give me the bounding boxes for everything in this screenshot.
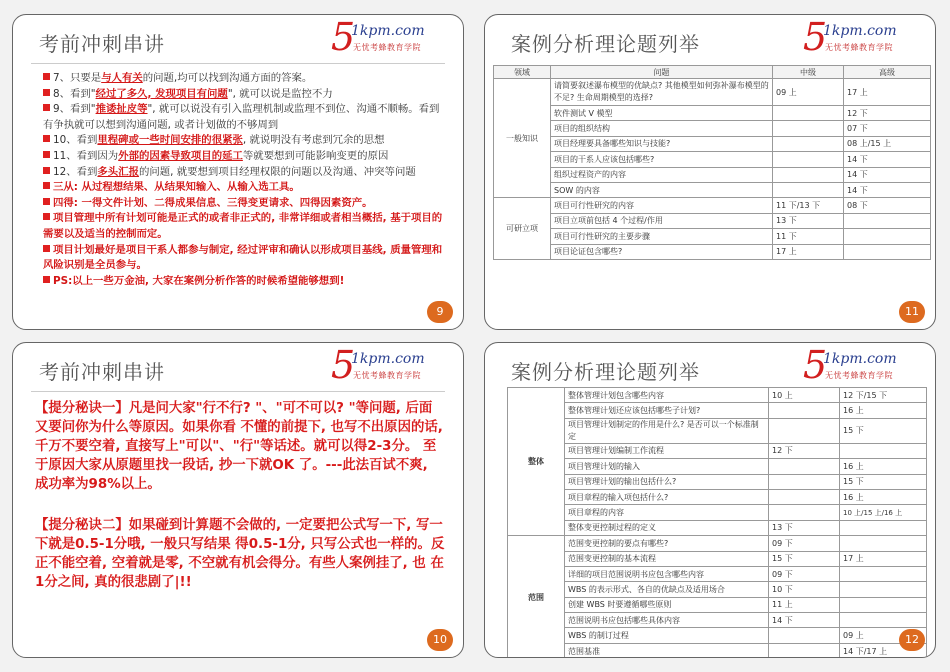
brand-logo [331,15,449,59]
tips-body [35,399,445,614]
table-row [494,121,931,136]
advanced-cell: 16 上 [840,459,927,474]
logo-five: 5 [803,343,828,387]
question-cell: SOW 的内容 [551,182,773,197]
logo-domain: 1kpm.com [823,23,897,39]
slide-title: 案例分析理论题列举 [511,360,700,384]
bullet-11: 11、看到因为外部的因素导致项目的延工等就要想到可能影响变更的原因 [43,149,449,165]
logo-tagline: 无忧考蜂教育学院 [353,43,421,52]
question-cell: 详细的项目范围说明书应包含哪些内容 [565,566,769,581]
bullet-ps: PS:以上一些万金油, 大家在案例分析作答的时候希望能够想到! [43,274,449,290]
question-cell: 范围基准 [565,643,769,658]
intermediate-cell [769,489,840,504]
logo-tagline: 无忧考蜂教育学院 [353,371,421,380]
logo-tagline: 无忧考蜂教育学院 [825,371,893,380]
intermediate-cell [769,474,840,489]
slide-title: 考前冲刺串讲 [39,360,165,384]
table-row [508,613,927,628]
table-row [494,79,931,106]
table-row [508,582,927,597]
bullet-square-icon [43,182,50,189]
advanced-cell [840,536,927,551]
title-divider [31,63,445,64]
bullet-square-icon [43,167,50,174]
bullet-plan-baseline: 项目计划最好是项目干系人都参与制定, 经过评审和确认以形成项目基线, 质量管理和风险识别是全员参与。 [43,243,443,272]
intermediate-cell: 09 下 [769,566,840,581]
bullet-sidei: 四得: 一得文件计划、二得成果信息、三得变更请求、四得因素资产。 [43,196,449,212]
question-cell: 范围说明书应包括哪些具体内容 [565,613,769,628]
intermediate-cell [773,106,844,121]
tip-two: 【提分秘诀二】如果碰到计算题不会做的, 一定要把公式写一下, 写一下就是0.5-1分哦, 一般只写结果 得0.5-1分, 只写公式也一样的。反正不能空着, 空着就是零, 不空就有机会得分。有些人案例挂了, 也 在1分之间, 真的很悲剧了|!! [35,518,445,590]
advanced-cell [840,597,927,612]
question-cell: 项目的干系人应该包括哪些? [551,152,773,167]
col-header-advanced: 高级 [844,66,931,79]
question-cell: 项目立项前包括 4 个过程/作用 [551,213,773,228]
question-cell: 项目的组织结构 [551,121,773,136]
bullet-7: 7、只要是与人有关的问题,均可以找到沟通方面的答案。 [43,71,449,87]
logo-domain: 1kpm.com [351,23,425,39]
question-cell: 项目管理计划编制工作流程 [565,443,769,458]
intermediate-cell: 17 上 [773,244,844,259]
bullet-9: 9、看到"推诿扯皮等", 就可以说没有引入监理机制或监理不到位、沟通不顺畅。看到有争执就可以想到沟通问题, 或者计划做的不够周到 [43,103,440,131]
table-row [508,388,927,403]
table-row [508,628,927,643]
table-row [494,152,931,167]
intermediate-cell [769,418,840,443]
table-row [494,229,931,244]
table-row [494,182,931,197]
table-row [508,418,927,443]
advanced-cell [844,229,931,244]
intermediate-cell: 10 下 [769,582,840,597]
question-table [507,387,927,658]
logo-five: 5 [331,15,356,59]
question-cell: WBS 的制订过程 [565,628,769,643]
brand-logo [331,343,449,387]
group-label: 整体 [508,388,565,536]
bullet-square-icon [43,89,50,96]
table-row [508,643,927,658]
intermediate-cell [773,136,844,151]
question-cell: 整体管理计划包含哪些内容 [565,388,769,403]
intermediate-cell: 09 下 [769,536,840,551]
slide-11[interactable] [484,14,936,330]
bullet-square-icon [43,245,50,252]
table-row [494,136,931,151]
table-row [508,403,927,418]
page-number-badge: 12 [899,629,925,651]
table-header-row [494,66,931,79]
slide-title: 考前冲刺串讲 [39,32,165,56]
advanced-cell [840,443,927,458]
intermediate-cell: 14 下 [769,613,840,628]
slide-9[interactable] [12,14,464,330]
logo-five: 5 [331,343,356,387]
advanced-cell: 07 下 [844,121,931,136]
question-cell: 请简要叙述瀑布模型的优缺点? 其他模型如何弥补瀑布模型的不足? 生命周期模型的选择? [551,79,773,106]
question-cell: 范围变更控制的基本流程 [565,551,769,566]
bullet-square-icon [43,198,50,205]
brand-logo [803,15,921,59]
tip-one: 【提分秘诀一】凡是问大家"行不行? "、"可不可以? "等问题, 后面又要问你为什么等原因。如果你看 不懂的前提下, 也写不出原因的话, 千万不要空着, 直接写上"可以"、"行"等话述。就可以得2-3分。 至于原因大家从原题里找一段话, 抄一下就OK 了。---此法百试不爽, 成功率为98%以上。 [35,401,443,492]
page-number-badge: 10 [427,629,453,651]
advanced-cell: 14 下 [844,182,931,197]
bullet-square-icon [43,213,50,220]
bullet-8: 8、看到"经过了多久, 发现项目有问题", 就可以说是监控不力 [43,87,449,103]
slide-10[interactable] [12,342,464,658]
intermediate-cell: 13 下 [769,520,840,535]
advanced-cell [844,244,931,259]
slide-12[interactable] [484,342,936,658]
intermediate-cell [769,628,840,643]
table-row [508,505,927,520]
advanced-cell: 14 下/17 上 [840,643,927,658]
logo-domain: 1kpm.com [823,351,897,367]
advanced-cell [840,566,927,581]
question-table [493,65,931,260]
intermediate-cell [769,403,840,418]
advanced-cell: 09 上 [840,628,927,643]
advanced-cell: 12 下 [844,106,931,121]
logo-tagline: 无忧考蜂教育学院 [825,43,893,52]
question-cell: 软件测试 V 模型 [551,106,773,121]
table-row [494,167,931,182]
question-cell: 项目章程的内容 [565,505,769,520]
question-cell: 项目管理计划的输入 [565,459,769,474]
intermediate-cell: 11 下 [773,229,844,244]
intermediate-cell: 15 下 [769,551,840,566]
col-header-intermediate: 中级 [773,66,844,79]
advanced-cell: 16 上 [840,489,927,504]
intermediate-cell [773,167,844,182]
question-cell: 整体变更控制过程的定义 [565,520,769,535]
table-row [494,244,931,259]
slide-title: 案例分析理论题列举 [511,32,700,56]
question-cell: 项目可行性研究的主要步骤 [551,229,773,244]
intermediate-cell [773,182,844,197]
logo-five: 5 [803,15,828,59]
bullet-square-icon [43,73,50,80]
logo-domain: 1kpm.com [351,351,425,367]
intermediate-cell [769,459,840,474]
table-row [508,597,927,612]
bullet-plan-formality: 项目管理中所有计划可能是正式的或者非正式的, 非常详细或者相当概括, 基于项目的需要以及适当的控制而定。 [43,212,443,240]
question-cell: 整体管理计划还应该包括哪些子计划? [565,403,769,418]
question-cell: 创建 WBS 时要遵循哪些原则 [565,597,769,612]
advanced-cell [840,613,927,628]
brand-logo [803,343,921,387]
table-row [508,459,927,474]
table-row [494,213,931,228]
bullet-square-icon [43,135,50,142]
advanced-cell: 08 下 [844,198,931,213]
table-row [508,551,927,566]
question-cell: 项目管理计划制定的作用是什么? 是否可以一个标准制定 [565,418,769,443]
question-cell: WBS 的表示形式、各自的优缺点及适用场合 [565,582,769,597]
page-number-badge: 11 [899,301,925,323]
advanced-cell: 08 上/15 上 [844,136,931,151]
group-label: 可研立项 [494,198,551,260]
table-row [508,474,927,489]
bullet-square-icon [43,151,50,158]
bullet-sancong: 三从: 从过程想结果、从结果知输入、从输入选工具。 [43,180,449,196]
intermediate-cell: 11 下/13 下 [773,198,844,213]
col-header-question: 问题 [551,66,773,79]
group-label: 一般知识 [494,79,551,198]
intermediate-cell: 13 下 [773,213,844,228]
advanced-cell: 17 上 [840,551,927,566]
question-cell: 范围变更控制的要点有哪些? [565,536,769,551]
advanced-cell: 10 上/15 上/16 上 [840,505,927,520]
intermediate-cell [773,152,844,167]
question-cell: 项目经理要具备哪些知识与技能? [551,136,773,151]
intermediate-cell: 09 上 [773,79,844,106]
question-cell: 项目章程的输入项包括什么? [565,489,769,504]
bullet-12: 12、看到多头汇报的问题, 就要想到项目经理权限的问题以及沟通、冲突等问题 [43,165,449,181]
question-cell: 项目论证包含哪些? [551,244,773,259]
intermediate-cell [773,121,844,136]
question-cell: 组织过程资产的内容 [551,167,773,182]
advanced-cell: 14 下 [844,167,931,182]
intermediate-cell [769,505,840,520]
bullet-10: 10、看到里程碑或一些时间安排的很紧张, 就说明没有考虑到冗余的思想 [43,133,449,149]
table-row [508,443,927,458]
group-label: 范围 [508,536,565,658]
table-row [508,520,927,535]
question-cell: 项目管理计划的输出包括什么? [565,474,769,489]
advanced-cell [844,213,931,228]
advanced-cell: 14 下 [844,152,931,167]
bullet-list [43,71,449,289]
advanced-cell: 16 上 [840,403,927,418]
intermediate-cell [769,643,840,658]
table-row [508,489,927,504]
table-row [508,536,927,551]
advanced-cell: 15 下 [840,474,927,489]
col-header-domain: 领域 [494,66,551,79]
table-row [494,106,931,121]
advanced-cell: 12 下/15 下 [840,388,927,403]
table-row [508,566,927,581]
bullet-square-icon [43,276,50,283]
page-number-badge: 9 [427,301,453,323]
advanced-cell: 15 下 [840,418,927,443]
title-divider [31,391,445,392]
advanced-cell [840,582,927,597]
table-row [494,198,931,213]
advanced-cell: 17 上 [844,79,931,106]
intermediate-cell: 10 上 [769,388,840,403]
bullet-square-icon [43,104,50,111]
advanced-cell [840,520,927,535]
question-cell: 项目可行性研究的内容 [551,198,773,213]
intermediate-cell: 12 下 [769,443,840,458]
intermediate-cell: 11 上 [769,597,840,612]
